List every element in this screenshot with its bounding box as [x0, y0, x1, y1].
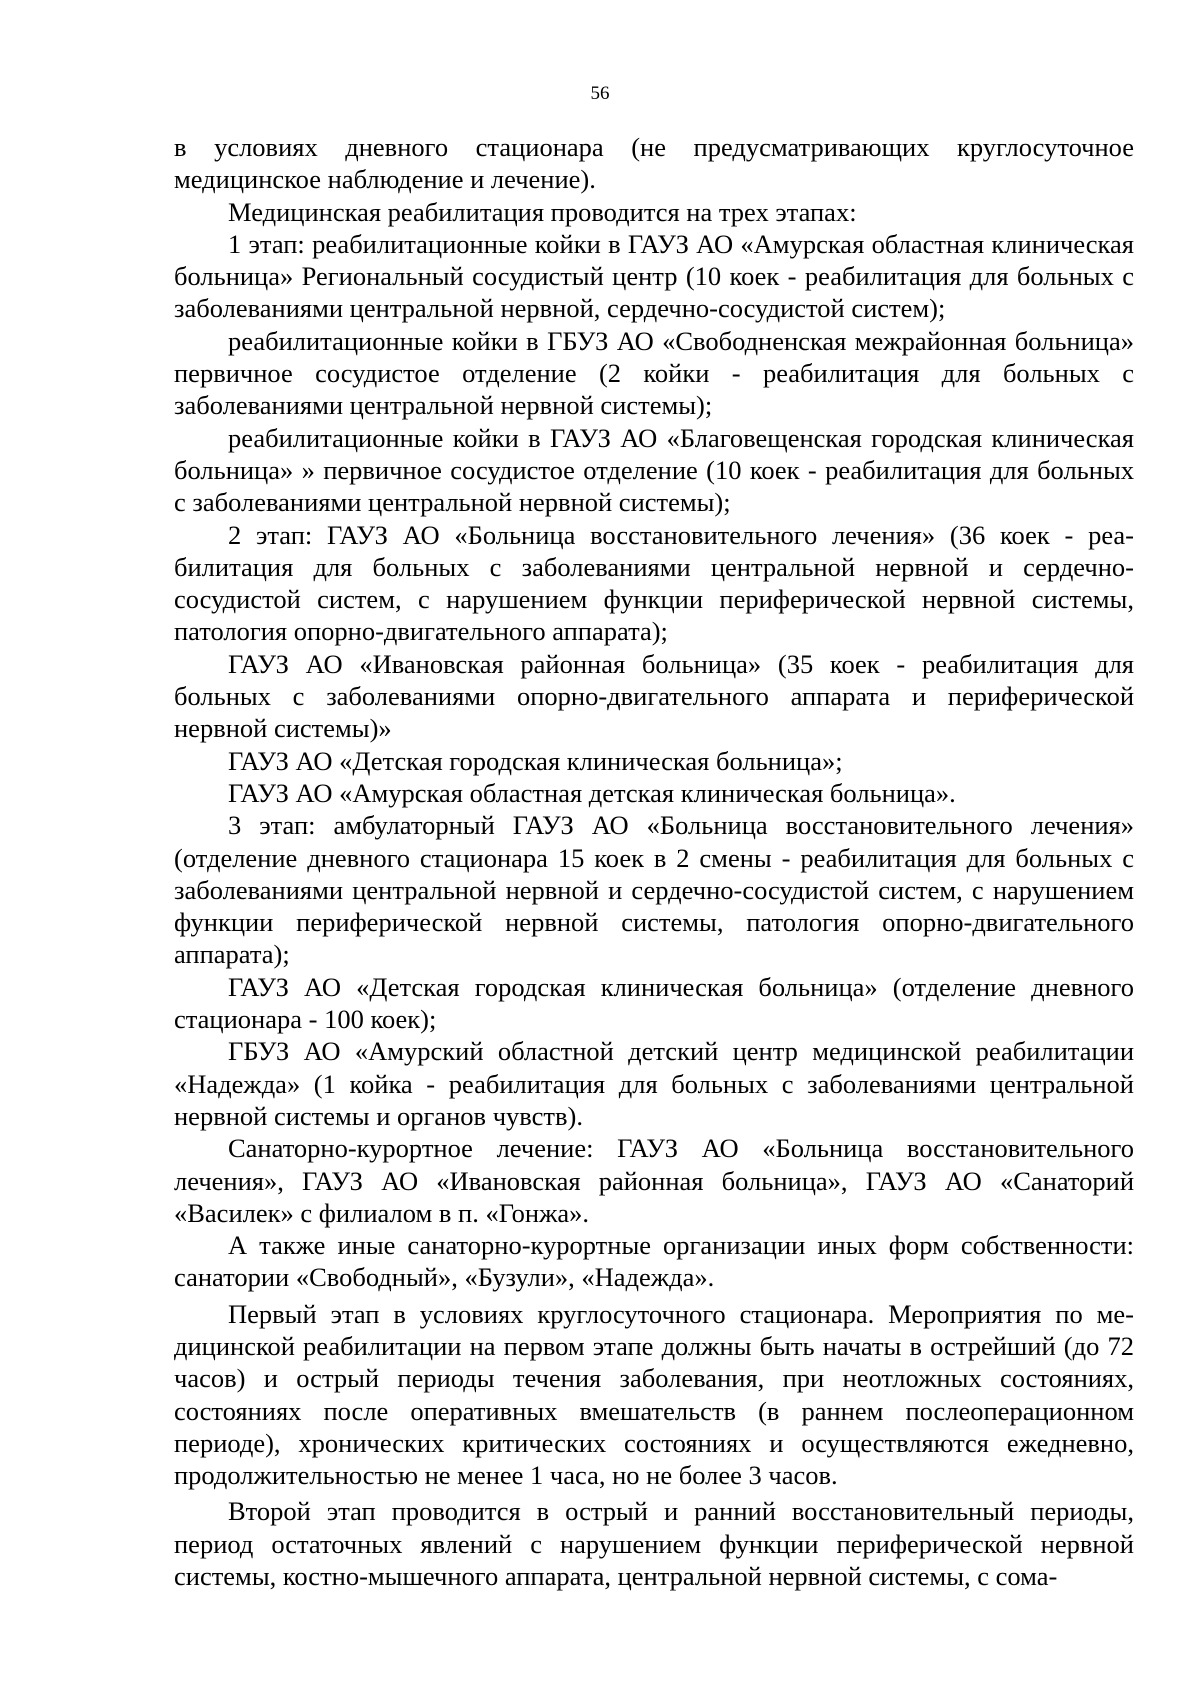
paragraph-children-regional: ГАУЗ АО «Амурская областная детская клиническая больница».: [228, 777, 956, 808]
paragraph-children-city: ГАУЗ АО «Детская городская клиническая больница»;: [228, 745, 843, 776]
paragraph-blagoveshchenskaya: реабилитационные койки в ГАУЗ АО «Благовещенская городская клиническая больница» » первичное сосудистое отделение (10 коек - реабилитация для больных с заболеваниями центральной нервной системы);: [174, 422, 1134, 518]
paragraph-second-stage: Второй этап проводится в острый и ранний восстановительный периоды, период остаточных явлений с нарушением функции периферической нервной системы, костно-мышечного аппарата, центральной нервной системы, с сома-: [174, 1496, 1134, 1592]
paragraph-nadezhda-center: ГБУЗ АО «Амурский областной детский центр медицинской реабилитации «Надежда» (1 койка - реабилитация для больных с заболеваниями центральной нервной системы и органов чувств).: [174, 1036, 1134, 1131]
paragraph-svobodnenskaya: реабилитационные койки в ГБУЗ АО «Свободненская межрайонная больница» первичное сосудистое отделение (2 койки - реабилитация для больных с заболеваниями центральной нервной системы);: [174, 325, 1134, 421]
paragraph-stage-1: 1 этап: реабилитационные койки в ГАУЗ АО «Амурская областная клиническая больница» Региональный сосудистый центр (10 коек - реабилитация для больных с заболеваниями центральной нервной, сердечно-сосудистой систем);: [174, 228, 1134, 324]
paragraph-other-sanatoriums: А также иные санаторно-курортные организации иных форм собственности: санатории «Свободный», «Бузули», «Надежда».: [174, 1230, 1134, 1293]
paragraph-stage-2: 2 этап: ГАУЗ АО «Больница восстановительного лечения» (36 коек - реабилитация для больных с заболеваниями центральной нервной и сердечно-сосудистой систем, с нарушением функции периферической нервной системы, патология опорно-двигательного аппарата);: [174, 519, 1134, 647]
paragraph-stages-intro: Медицинская реабилитация проводится на трех этапах:: [228, 196, 857, 227]
paragraph-sanatorium-treatment: Санаторно-курортное лечение: ГАУЗ АО «Больница восстановительного лечения», ГАУЗ АО «Ивановская районная больница», ГАУЗ АО «Санаторий «Василек» с филиалом в п. «Гонжа».: [174, 1133, 1134, 1228]
paragraph-continuation: в условиях дневного стационара (не предусматривающих круглосуточное медицинское наблюдение и лечение).: [174, 132, 1134, 195]
paragraph-children-day-care: ГАУЗ АО «Детская городская клиническая больница» (отделение дневного стационара - 100 коек);: [174, 971, 1134, 1035]
page-number: 56: [590, 83, 610, 104]
body-text: [174, 131, 1134, 1592]
paragraph-first-stage: Первый этап в условиях круглосуточного стационара. Мероприятия по медицинской реабилитации на первом этапе должны быть начаты в острейший (до 72 часов) и острый периоды течения заболевания, при неотложных состояниях, состояниях после оперативных вмешательств (в раннем послеоперационном периоде), хронических критических состояниях и осуществляются ежедневно, продолжительностью не менее 1 часа, но не более 3 часов.: [174, 1298, 1134, 1491]
paragraph-ivanovskaya: ГАУЗ АО «Ивановская районная больница» (35 коек - реабилитация для больных с заболеваниями опорно-двигательного аппарата и периферической нервной системы)»: [174, 648, 1134, 744]
paragraph-stage-3: 3 этап: амбулаторный ГАУЗ АО «Больница восстановительного лечения» (отделение дневного стационара 15 коек в 2 смены - реабилитация для больных с заболеваниями центральной нервной и сердечно-сосудистой систем, с нарушением функции периферической нервной системы, патология опорно-двигательного аппарата);: [174, 810, 1134, 970]
